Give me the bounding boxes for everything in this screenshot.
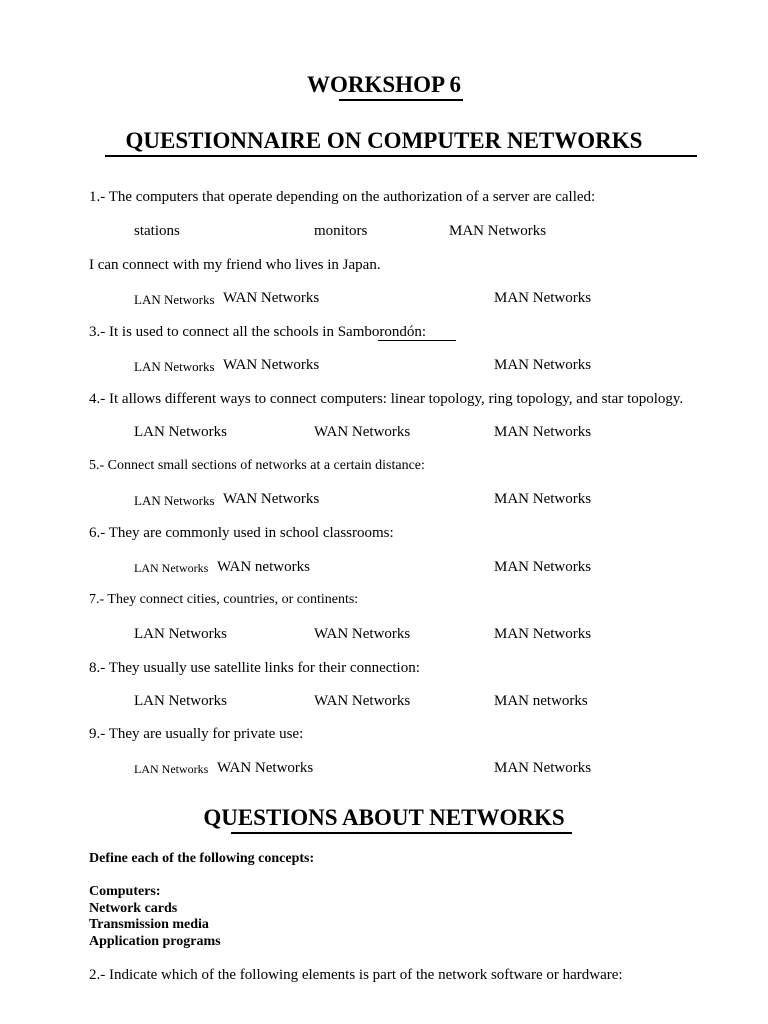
concept-application-programs: Application programs — [89, 934, 221, 949]
questionnaire-title-underline — [105, 155, 697, 157]
question-5: 5.- Connect small sections of networks at a certain distance: — [89, 458, 425, 473]
q1-option-3: MAN Networks — [449, 223, 547, 239]
q2-option-3: MAN Networks — [494, 290, 592, 306]
concept-transmission-media: Transmission media — [89, 917, 209, 932]
q8-option-2: WAN Networks — [314, 693, 411, 709]
question-4: 4.- It allows different ways to connect computers: linear topology, ring topology, and star topology. — [89, 391, 684, 407]
q4-option-3: MAN Networks — [494, 424, 592, 440]
question-6: 6.- They are commonly used in school classrooms: — [89, 525, 394, 541]
q5-option-3: MAN Networks — [494, 491, 592, 507]
q6-option-1: LAN Networks — [134, 561, 209, 575]
q1-option-2: monitors — [314, 223, 368, 239]
q2-option-1: LAN Networks — [134, 292, 215, 307]
question-8: 8.- They usually use satellite links for their connection: — [89, 660, 420, 676]
questionnaire-title: QUESTIONNAIRE ON COMPUTER NETWORKS — [125, 128, 643, 153]
q3-option-1: LAN Networks — [134, 359, 215, 374]
question-2-hardware-software: 2.- Indicate which of the following elements is part of the network software or hardware: — [89, 967, 623, 983]
q3-option-3: MAN Networks — [494, 357, 592, 373]
question-1: 1.- The computers that operate depending on the authorization of a server are called: — [89, 189, 596, 205]
q6-option-2: WAN networks — [217, 559, 310, 575]
q4-option-1: LAN Networks — [134, 424, 227, 440]
question-3: 3.- It is used to connect all the schools in Samborondón: — [89, 324, 427, 340]
concept-network-cards: Network cards — [89, 901, 178, 916]
q9-option-2: WAN Networks — [217, 760, 314, 776]
q3-answer-blank — [378, 340, 456, 341]
question-9: 9.- They are usually for private use: — [89, 726, 304, 742]
q7-option-1: LAN Networks — [134, 626, 227, 642]
question-2: I can connect with my friend who lives in Japan. — [89, 257, 381, 273]
q6-option-3: MAN Networks — [494, 559, 592, 575]
q5-option-1: LAN Networks — [134, 493, 215, 508]
q8-option-1: LAN Networks — [134, 693, 227, 709]
q1-option-1: stations — [134, 223, 180, 239]
concept-computers: Computers: — [89, 884, 161, 899]
q5-option-2: WAN Networks — [223, 491, 320, 507]
q3-option-2: WAN Networks — [223, 357, 320, 373]
define-heading: Define each of the following concepts: — [89, 851, 315, 866]
workshop-title-underline — [339, 99, 463, 101]
question-7: 7.- They connect cities, countries, or continents: — [89, 592, 359, 607]
q9-option-1: LAN Networks — [134, 762, 209, 776]
q7-option-3: MAN Networks — [494, 626, 592, 642]
workshop-title: WORKSHOP 6 — [307, 72, 461, 97]
questions-title-underline — [231, 832, 572, 834]
q2-option-2: WAN Networks — [223, 290, 320, 306]
questions-about-networks-title: QUESTIONS ABOUT NETWORKS — [203, 805, 565, 830]
q7-option-2: WAN Networks — [314, 626, 411, 642]
q4-option-2: WAN Networks — [314, 424, 411, 440]
q9-option-3: MAN Networks — [494, 760, 592, 776]
q8-option-3: MAN networks — [494, 693, 588, 709]
